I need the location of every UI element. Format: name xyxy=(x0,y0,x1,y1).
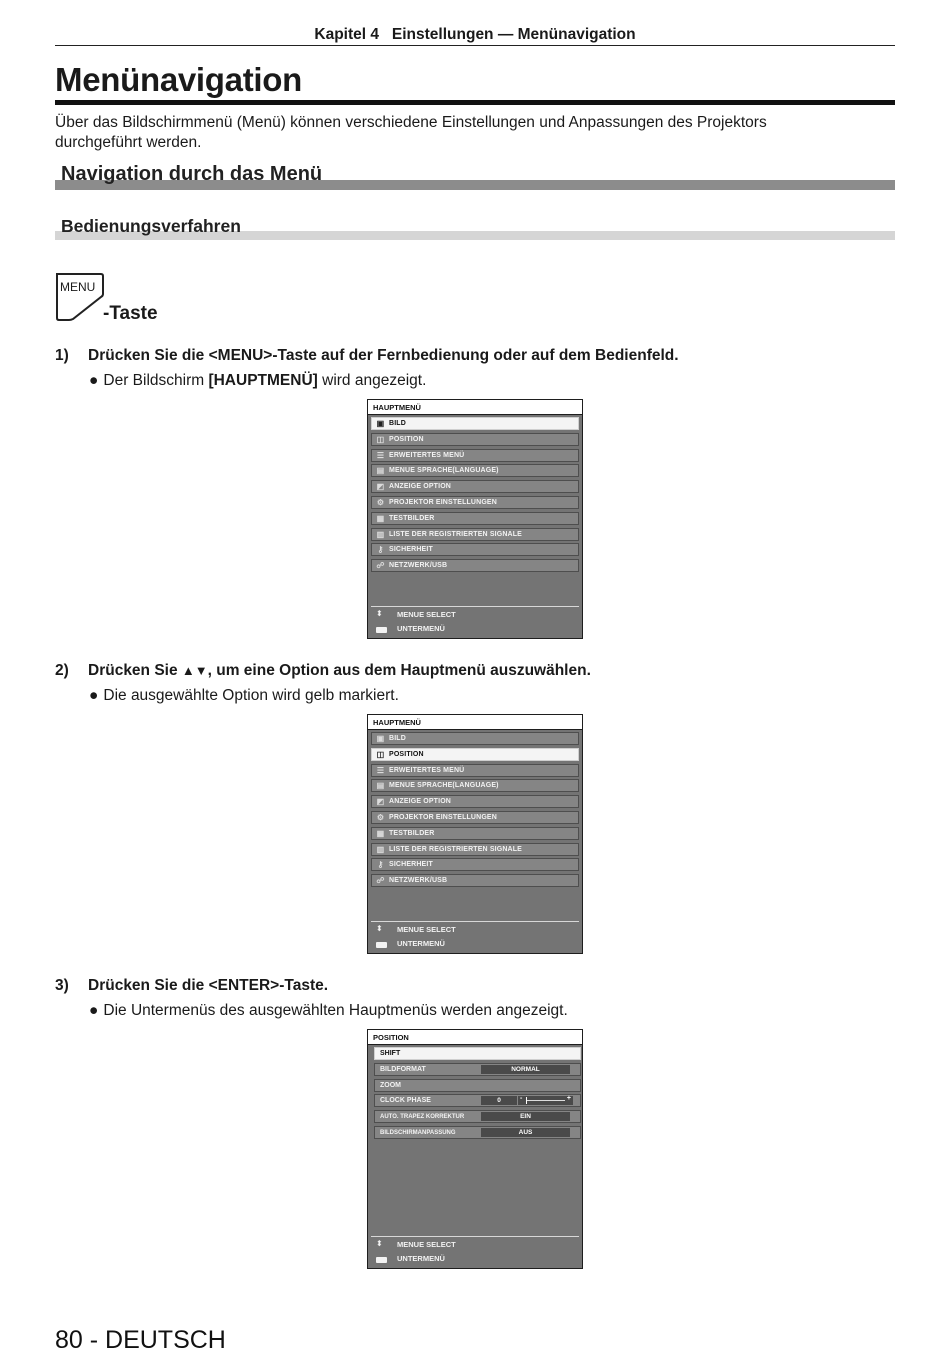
step-text-end: , um eine Option aus dem Hauptmenü auszuwählen. xyxy=(207,662,591,679)
step-text: Drücken Sie die <MENU>-Taste auf der Fernbedienung oder auf dem Bedienfeld. xyxy=(88,347,679,364)
submenu-title: POSITION xyxy=(368,1030,582,1045)
test-pattern-icon: ▦ xyxy=(376,828,385,838)
menu-item-label: NETZWERK/USB xyxy=(389,877,448,885)
footer-hint-label: MENUE SELECT xyxy=(397,1240,456,1249)
step-3-bullet xyxy=(89,1002,568,1020)
menu-item[interactable] xyxy=(371,764,579,777)
picture-icon: ▣ xyxy=(376,734,385,743)
chapter-number: Kapitel 4 xyxy=(314,26,379,43)
menu-item-label: TESTBILDER xyxy=(389,514,435,522)
key-icon: ⚷ xyxy=(377,545,384,555)
position-icon: ◫ xyxy=(376,434,385,444)
menu-item[interactable] xyxy=(371,512,579,525)
submenu-item-value: 0 xyxy=(481,1096,517,1105)
step-3 xyxy=(55,977,328,995)
header-rule xyxy=(55,45,895,46)
display-option-icon: ◩ xyxy=(376,797,385,807)
menu-item[interactable] xyxy=(371,811,579,824)
menu-item-label: ANZEIGE OPTION xyxy=(389,798,451,806)
picture-icon: ▣ xyxy=(376,419,385,428)
menu-item-label: NETZWERK/USB xyxy=(389,562,448,570)
step-2 xyxy=(55,662,591,680)
projector-settings-icon: ⚙ xyxy=(376,498,385,507)
enter-button-icon xyxy=(376,942,387,948)
title-rule xyxy=(55,100,895,105)
menu-item-label: SICHERHEIT xyxy=(389,546,433,554)
slider-plus: + xyxy=(566,1095,571,1103)
menu-item-label: ERWEITERTES MENÜ xyxy=(389,451,465,459)
footer-divider xyxy=(371,921,579,922)
menu-item[interactable] xyxy=(371,449,579,462)
menu-item-label: MENUE SPRACHE(LANGUAGE) xyxy=(389,467,499,475)
footer-hint-label: UNTERMENÜ xyxy=(397,1254,445,1263)
updown-arrows-icon: ▲▼ xyxy=(181,663,208,678)
menu-item[interactable] xyxy=(371,748,579,761)
submenu-item-value: EIN xyxy=(481,1112,570,1121)
updown-arrows-icon: ⬍ xyxy=(376,924,383,933)
menu-item-label: BILD xyxy=(389,735,406,742)
page-footer: 80 - DEUTSCH xyxy=(55,1326,226,1354)
intro-paragraph: Über das Bildschirmmenü (Menü) können verschiedene Einstellungen und Anpassungen des Projektors durchgeführt werden. xyxy=(55,114,767,151)
bullet-icon: ● xyxy=(89,1002,99,1019)
subsection-heading xyxy=(55,216,895,240)
submenu-item[interactable] xyxy=(374,1079,581,1092)
menu-item-label: LISTE DER REGISTRIERTEN SIGNALE xyxy=(389,845,522,853)
chapter-title: Einstellungen — Menünavigation xyxy=(391,26,636,43)
signal-list-icon: ▥ xyxy=(376,844,385,854)
slider-track xyxy=(526,1100,565,1101)
display-option-icon: ◩ xyxy=(376,482,385,492)
submenu-item-label: CLOCK PHASE xyxy=(380,1097,431,1105)
submenu-item[interactable] xyxy=(374,1047,581,1060)
position-submenu-screen xyxy=(367,1029,583,1269)
slider-minus: - xyxy=(520,1095,523,1103)
menu-item[interactable] xyxy=(371,417,579,430)
submenu-item[interactable] xyxy=(374,1094,581,1107)
test-pattern-icon: ▦ xyxy=(376,513,385,523)
step-2-bullet xyxy=(89,687,399,705)
submenu-item-value: AUS xyxy=(481,1128,570,1137)
menu-item[interactable] xyxy=(371,779,579,792)
step-number: 2) xyxy=(55,662,69,679)
menu-item[interactable] xyxy=(371,732,579,745)
projector-settings-icon: ⚙ xyxy=(376,813,385,822)
step-text: Drücken Sie die <ENTER>-Taste. xyxy=(88,977,329,994)
step-1-bullet xyxy=(89,372,426,390)
language-icon: ▤ xyxy=(376,781,385,791)
menu-item-label: MENUE SPRACHE(LANGUAGE) xyxy=(389,782,499,790)
submenu-item-label: BILDSCHIRMANPASSUNG xyxy=(380,1130,456,1136)
menu-item[interactable] xyxy=(371,543,579,556)
submenu-item[interactable] xyxy=(374,1126,581,1139)
bullet-text: Die Untermenüs des ausgewählten Hauptmenüs werden angezeigt. xyxy=(103,1002,568,1019)
menu-title: HAUPTMENÜ xyxy=(368,715,582,730)
menu-item[interactable] xyxy=(371,433,579,446)
menu-item-label: LISTE DER REGISTRIERTEN SIGNALE xyxy=(389,530,522,538)
menu-item[interactable] xyxy=(371,464,579,477)
step-number: 3) xyxy=(55,977,69,994)
submenu-item-value: NORMAL xyxy=(481,1065,570,1074)
updown-arrows-icon: ⬍ xyxy=(376,609,383,618)
submenu-item-label: ZOOM xyxy=(380,1081,401,1089)
submenu-item[interactable] xyxy=(374,1110,581,1123)
menu-item[interactable] xyxy=(371,559,579,572)
signal-list-icon: ▥ xyxy=(376,529,385,539)
advanced-menu-icon: ☰ xyxy=(376,450,385,460)
menu-item[interactable] xyxy=(371,480,579,493)
phase-slider[interactable] xyxy=(518,1096,573,1105)
subsection-title: Bedienungsverfahren xyxy=(61,216,241,236)
footer-hint-label: UNTERMENÜ xyxy=(397,939,445,948)
slider-handle xyxy=(526,1097,527,1104)
key-icon: ⚷ xyxy=(377,860,384,870)
footer-hint-label: MENUE SELECT xyxy=(397,925,456,934)
bullet-text-end: wird angezeigt. xyxy=(317,372,427,389)
advanced-menu-icon: ☰ xyxy=(376,765,385,775)
main-menu-screen xyxy=(367,399,583,639)
menu-key-suffix: -Taste xyxy=(103,303,158,324)
menu-item[interactable] xyxy=(371,827,579,840)
chapter-header xyxy=(55,26,895,44)
menu-item-label: POSITION xyxy=(389,435,424,443)
footer-hint-label: UNTERMENÜ xyxy=(397,624,445,633)
menu-item[interactable] xyxy=(371,496,579,509)
bullet-text: Die ausgewählte Option wird gelb markiert. xyxy=(103,687,399,704)
network-icon: ☍ xyxy=(376,876,385,886)
bullet-icon: ● xyxy=(89,687,99,704)
section-heading xyxy=(55,163,895,190)
footer-hint-label: MENUE SELECT xyxy=(397,610,456,619)
menu-item-label: ANZEIGE OPTION xyxy=(389,483,451,491)
submenu-item-label: BILDFORMAT xyxy=(380,1065,426,1073)
menu-item[interactable] xyxy=(371,795,579,808)
menu-item-label: POSITION xyxy=(389,750,424,758)
submenu-item-label: SHIFT xyxy=(380,1050,401,1057)
section-title: Navigation durch das Menü xyxy=(61,163,323,185)
enter-button-icon xyxy=(376,1257,387,1263)
enter-button-icon xyxy=(376,627,387,633)
footer-divider xyxy=(371,606,579,607)
menu-item-label: TESTBILDER xyxy=(389,829,435,837)
step-text: Drücken Sie xyxy=(88,662,182,679)
position-icon: ◫ xyxy=(376,749,385,759)
menu-title: HAUPTMENÜ xyxy=(368,400,582,415)
page-title: Menünavigation xyxy=(55,61,302,98)
menu-item[interactable] xyxy=(371,528,579,541)
submenu-item-label: AUTO. TRAPEZ KORREKTUR xyxy=(380,1114,465,1121)
bullet-bold-text: [HAUPTMENÜ] xyxy=(208,372,318,389)
menu-item-label: PROJEKTOR EINSTELLUNGEN xyxy=(389,499,497,506)
menu-item[interactable] xyxy=(371,874,579,887)
footer-divider xyxy=(371,1236,579,1237)
menu-item-label: PROJEKTOR EINSTELLUNGEN xyxy=(389,814,497,821)
main-menu-screen-position-selected xyxy=(367,714,583,954)
menu-item-label: SICHERHEIT xyxy=(389,861,433,869)
submenu-item[interactable] xyxy=(374,1063,581,1076)
menu-key-label: MENU xyxy=(60,280,96,294)
step-number: 1) xyxy=(55,347,69,364)
menu-item[interactable] xyxy=(371,843,579,856)
menu-item-label: ERWEITERTES MENÜ xyxy=(389,766,465,774)
updown-arrows-icon: ⬍ xyxy=(376,1239,383,1248)
bullet-icon: ● xyxy=(89,372,99,389)
network-icon: ☍ xyxy=(376,561,385,571)
menu-item-label: BILD xyxy=(389,420,406,427)
language-icon: ▤ xyxy=(376,466,385,476)
bullet-text: Der Bildschirm xyxy=(103,372,209,389)
step-1 xyxy=(55,347,679,365)
menu-item[interactable] xyxy=(371,858,579,871)
